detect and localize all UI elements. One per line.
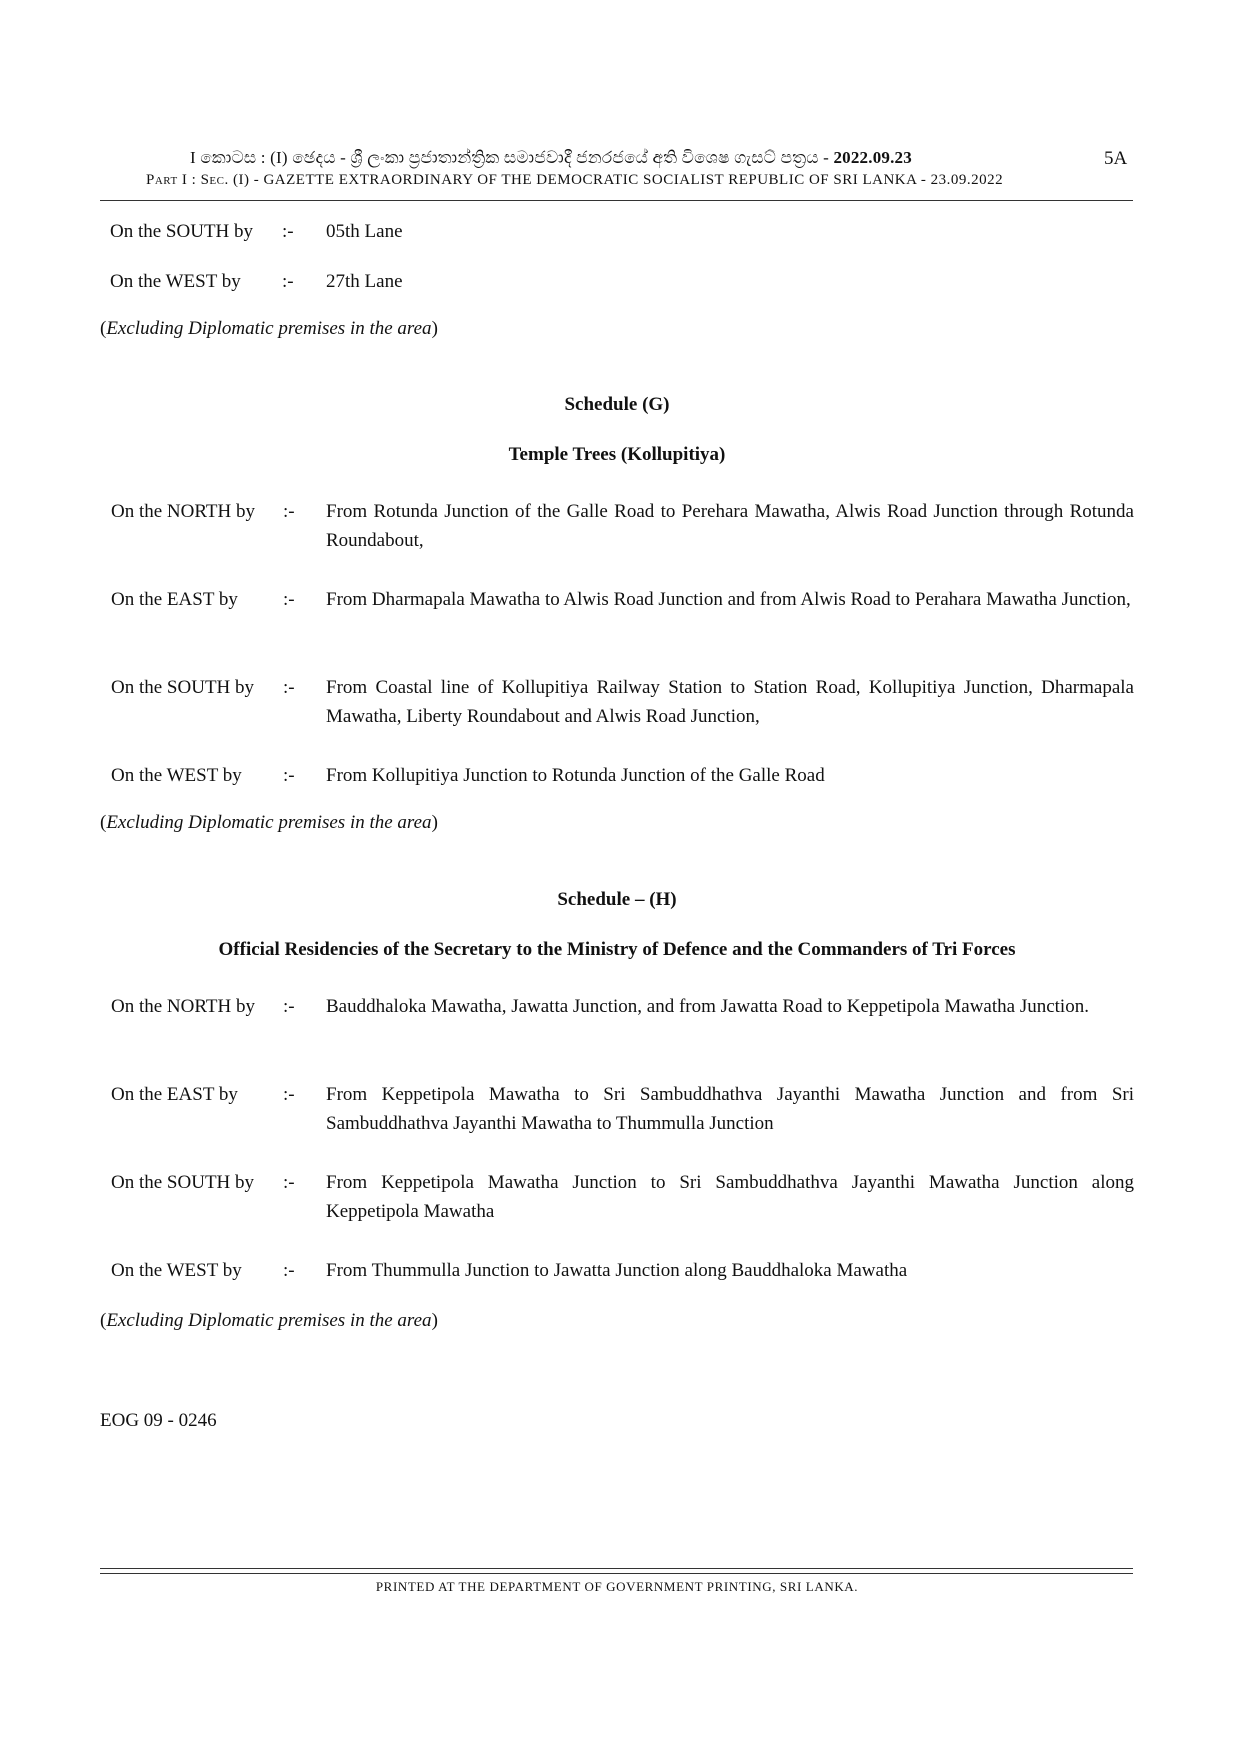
boundary-separator: :-: [283, 589, 295, 610]
boundary-text: From Dharmapala Mawatha to Alwis Road Junction and from Alwis Road to Perahara Mawatha Junction,: [326, 589, 1131, 610]
boundary-label: On the NORTH by: [111, 996, 255, 1017]
schedule-h-title: Schedule – (H): [557, 889, 677, 910]
boundary-label: On the SOUTH by: [110, 221, 254, 242]
note-text: Excluding Diplomatic premises in the area: [106, 318, 432, 339]
exclusion-note: [100, 318, 438, 340]
page-number: 5A: [1104, 148, 1128, 169]
exclusion-note: [100, 812, 438, 834]
reference-number: EOG 09 - 0246: [100, 1410, 217, 1431]
boundary-separator: :-: [283, 996, 295, 1017]
note-paren: (: [100, 1310, 107, 1331]
note-text: Excluding Diplomatic premises in the area: [106, 812, 432, 833]
exclusion-note: [100, 1310, 438, 1332]
note-paren: ): [431, 812, 438, 833]
boundary-text: 05th Lane: [326, 221, 403, 242]
boundary-separator: :-: [283, 677, 295, 698]
printer-footer: PRINTED AT THE DEPARTMENT OF GOVERNMENT PRINTING, SRI LANKA.: [375, 1579, 859, 1594]
boundary-text: 27th Lane: [326, 271, 403, 292]
boundary-separator: :-: [283, 1172, 295, 1193]
boundary-text: From Kollupitiya Junction to Rotunda Junction of the Galle Road: [326, 765, 825, 786]
boundary-text: Bauddhaloka Mawatha, Jawatta Junction, and from Jawatta Road to Keppetipola Mawatha Junction.: [326, 996, 1089, 1017]
note-paren: ): [431, 318, 438, 339]
schedule-g-title: Schedule (G): [564, 394, 670, 415]
boundary-label: On the WEST by: [110, 271, 241, 292]
header-sinhala: [190, 148, 1040, 168]
boundary-text: From Coastal line of Kollupitiya Railway Station to Station Road, Kollupitiya Junction, Dharmapala Mawatha, Liberty Roundabout and Alwis Road Junction,: [326, 677, 1134, 727]
boundary-separator: :-: [283, 1260, 295, 1281]
boundary-text: From Thummulla Junction to Jawatta Junction along Bauddhaloka Mawatha: [326, 1260, 908, 1281]
boundary-label: On the NORTH by: [111, 501, 255, 522]
boundary-text: From Keppetipola Mawatha to Sri Sambuddhathva Jayanthi Mawatha Junction and from Sri Sambuddhathva Jayanthi Mawatha to Thummulla Junction: [326, 1084, 1134, 1134]
boundary-label: On the SOUTH by: [111, 677, 255, 698]
boundary-text: From Rotunda Junction of the Galle Road to Perehara Mawatha, Alwis Road Junction through Rotunda Roundabout,: [326, 501, 1134, 551]
header-rule: [100, 200, 1133, 201]
boundary-separator: :-: [282, 221, 294, 242]
boundary-separator: :-: [283, 501, 295, 522]
boundary-label: On the WEST by: [111, 765, 242, 786]
boundary-label: On the SOUTH by: [111, 1172, 255, 1193]
boundary-separator: :-: [283, 765, 295, 786]
note-paren: ): [431, 1310, 438, 1331]
boundary-label: On the EAST by: [111, 1084, 238, 1105]
note-paren: (: [100, 318, 107, 339]
boundary-label: On the EAST by: [111, 589, 238, 610]
header-sinhala-text: I කොටස : (I) ඡෙදය - ශ්‍රී ලංකා ප්‍රජාතාන්ත්‍රික සමාජවාදී ජනරජයේ අති විශෙෂ ගැසට් පත්‍රය -: [190, 148, 829, 167]
boundary-label: On the WEST by: [111, 1260, 242, 1281]
schedule-g-subtitle: Temple Trees (Kollupitiya): [508, 444, 726, 465]
header-sinhala-date: 2022.09.23: [833, 148, 912, 167]
boundary-separator: :-: [283, 1084, 295, 1105]
boundary-text: From Keppetipola Mawatha Junction to Sri Sambuddhathva Jayanthi Mawatha Junction along Keppetipola Mawatha: [326, 1172, 1134, 1222]
note-paren: (: [100, 812, 107, 833]
footer-rule: [100, 1573, 1133, 1574]
boundary-separator: :-: [282, 271, 294, 292]
schedule-h-subtitle: Official Residencies of the Secretary to the Ministry of Defence and the Commanders of Tri Forces: [218, 939, 1016, 960]
note-text: Excluding Diplomatic premises in the area: [106, 1310, 432, 1331]
footer-rule: [100, 1568, 1133, 1569]
header-english: Part I : Sec. (I) - GAZETTE EXTRAORDINARY OF THE DEMOCRATIC SOCIALIST REPUBLIC OF SRI LANKA - 23.09.2022: [146, 172, 1004, 188]
